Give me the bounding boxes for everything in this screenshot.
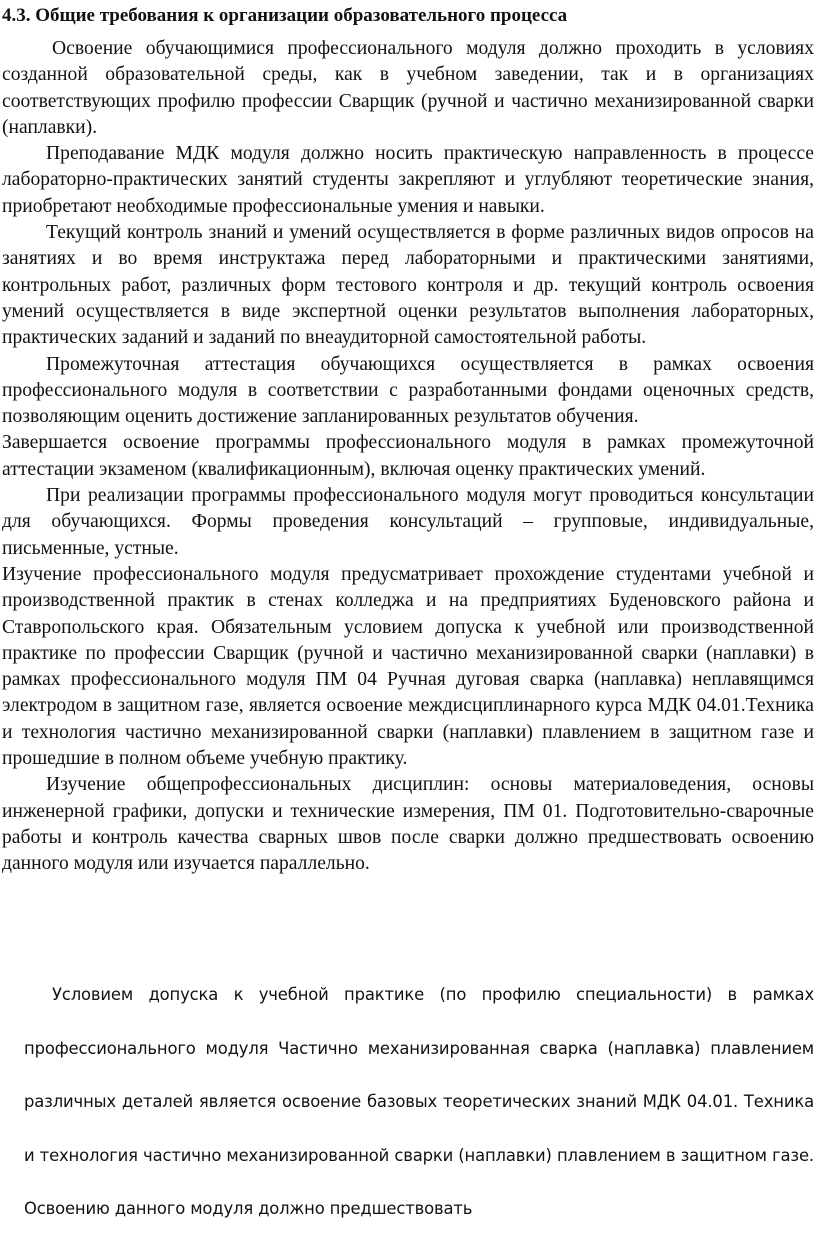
paragraph-consultations: При реализации программы профессионального модуля могут проводиться консультации для обучающихся. Формы проведения консультаций – групповые, индивидуальные, письменные, устные. (2, 485, 814, 559)
paragraph-admission-condition: Условием допуска к учебной практике (по профилю специальности) в рамках профессионального модуля Частично механизированная сварка (наплавка) плавлением различных деталей является освоение базовых теоретических знаний МДК 04.01. Техника и технология частично механизированной сварки (наплавки) плавлением в защитном газе. Освоению данного модуля должно предшествовать (24, 985, 814, 1218)
paragraph-general-disciplines: Изучение общепрофессиональных дисциплин: основы материаловедения, основы инженерной графики, допуски и технические измерения, ПМ 01. Подготовительно-сварочные работы и контроль качества сварных швов после сварки должно предшествовать освоению данного модуля или изучается параллельно. (2, 774, 814, 875)
paragraph-intermediate-attestation: Промежуточная аттестация обучающихся осуществляется в рамках освоения профессионального модуля в соответствии с разработанными фондами оценочных средств, позволяющим оценить достижение запланированных результатов обучения. (2, 353, 814, 428)
closing-section (24, 968, 814, 1236)
section-body (2, 36, 814, 878)
paragraph-current-control: Текущий контроль знаний и умений осуществляется в форме различных видов опросов на занятиях и во время инструктажа перед лабораторными и практическими занятиями, контрольных работ, различных форм тестового контроля и др. текущий контроль освоения умений осуществляется в виде экспертной оценки результатов выполнения лабораторных, практических заданий и заданий по внеаудиторной самостоятельной работы. (2, 222, 814, 349)
paragraph-module-environment: Освоение обучающимися профессионального модуля должно проходить в условиях созданной образовательной среды, как в учебном заведении, так и в организациях соответствующих профилю профессии Сварщик (ручной и частично механизированной сварки (наплавки). (2, 38, 814, 138)
paragraph-program-completion: Завершается освоение программы профессионального модуля в рамках промежуточной аттестации экзаменом (квалификационным), включая оценку практических умений. (2, 432, 814, 480)
paragraph-teaching-mdk: Преподавание МДК модуля должно носить практическую направленность в процессе лабораторно-практических занятий студенты закрепляют и углубляют теоретические знания, приобретают необходимые профессиональные умения и навыки. (2, 143, 814, 217)
paragraph-practice-requirements: Изучение профессионального модуля предусматривает прохождение студентами учебной и производственной практик в стенах колледжа и на предприятиях Буденовского района и Ставропольского края. Обязательным условием допуска к учебной или производственной практике по профессии Сварщик (ручной и частично механизированной сварки (наплавки) в рамках профессионального модуля ПМ 04 Ручная дуговая сварка (наплавка) неплавящимся электродом в защитном газе, является освоение междисциплинарного курса МДК 04.01.Техника и технология частично механизированной сварки (наплавки) плавлением в защитном газе и прошедшие в полном объеме учебную практику. (2, 563, 814, 770)
section-heading: 4.3. Общие требования к организации образовательного процесса (2, 5, 568, 26)
